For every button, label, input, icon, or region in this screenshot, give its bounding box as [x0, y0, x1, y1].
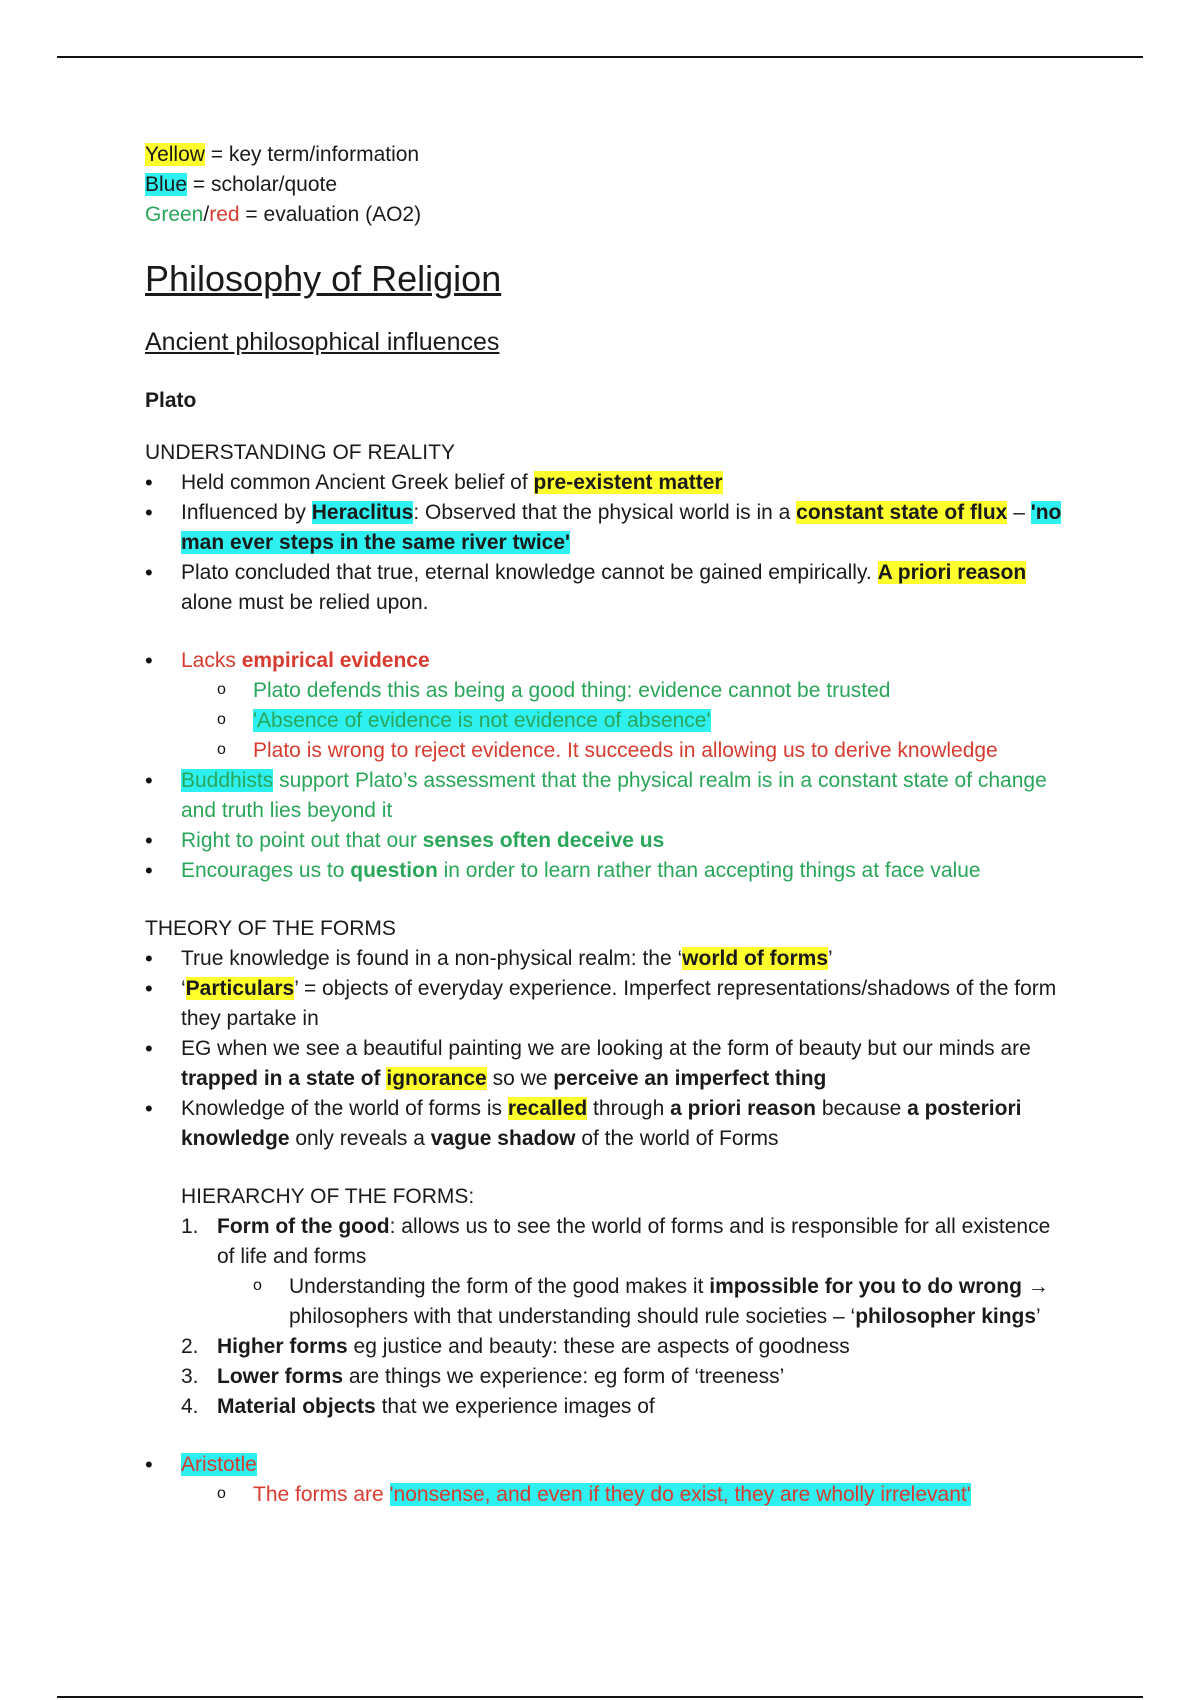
list-item: [145, 1094, 1065, 1154]
legend-green-word: Green: [145, 203, 204, 226]
hierarchy-list: [181, 1212, 1065, 1422]
text: that we experience images of: [375, 1395, 655, 1418]
list-item: [145, 498, 1065, 558]
key-term: constant state of flux: [796, 501, 1008, 524]
list-item: [145, 944, 1065, 974]
list-item: [145, 1034, 1065, 1094]
scholar: Heraclitus: [311, 501, 414, 524]
legend-green-red-desc: = evaluation (AO2): [239, 203, 422, 226]
bold-text: Higher forms: [217, 1335, 348, 1358]
bold-text: a priori reason: [670, 1097, 817, 1120]
bold-text: vague shadow: [430, 1127, 576, 1150]
text: True knowledge is found in a non-physical realm: the ‘: [181, 947, 683, 970]
bold-text: question: [350, 859, 438, 882]
text: Lacks: [181, 649, 242, 672]
item-number: 4.: [181, 1395, 199, 1418]
text: of the world of Forms: [575, 1127, 779, 1150]
text: Understanding the form of the good makes it: [289, 1275, 710, 1298]
sub-item: [217, 706, 1065, 736]
quote: 'Absence of evidence is not evidence of absence': [253, 709, 711, 732]
list-item: [145, 766, 1065, 826]
text: : allows us to see the world of forms and is responsible for all existence of life and forms: [217, 1215, 1051, 1268]
hierarchy-heading: HIERARCHY OF THE FORMS:: [181, 1185, 475, 1208]
key-term: world of forms: [682, 947, 829, 970]
list-item: [145, 1450, 1065, 1510]
legend-green-red: [145, 200, 1065, 230]
text: ’: [828, 947, 833, 970]
key-term: pre-existent matter: [533, 471, 723, 494]
text: Encourages us to: [181, 859, 351, 882]
bold-text: empirical evidence: [241, 649, 430, 672]
quote: 'nonsense, and even if they do exist, they are wholly irrelevant': [389, 1483, 971, 1506]
bold-text: senses often deceive us: [422, 829, 665, 852]
legend-blue-word: Blue: [145, 173, 188, 196]
bold-text: Lower forms: [217, 1365, 344, 1388]
legend-yellow-word: Yellow: [145, 143, 205, 166]
text: only reveals a: [289, 1127, 431, 1150]
key-term: ignorance: [386, 1067, 487, 1090]
text: ‘: [181, 977, 186, 1000]
text: through: [587, 1097, 671, 1120]
document-title: Philosophy of Religion: [145, 258, 502, 299]
plato-heading: Plato: [145, 389, 197, 412]
key-term: Particulars: [185, 977, 295, 1000]
text: so we: [486, 1067, 554, 1090]
color-legend: [145, 140, 1065, 230]
list-item: [181, 1362, 1065, 1392]
list-item: [145, 646, 1065, 766]
document-body: [145, 140, 1065, 1510]
text: alone must be relied upon.: [181, 591, 429, 614]
page-top-rule: [57, 56, 1143, 58]
reality-heading: UNDERSTANDING OF REALITY: [145, 441, 455, 464]
text: eg justice and beauty: these are aspects of goodness: [347, 1335, 850, 1358]
sub-item: o Plato defends this as being a good thing: evidence cannot be trusted: [217, 676, 1065, 706]
text: Right to point out that our: [181, 829, 423, 852]
legend-red-word: red: [209, 203, 240, 226]
hierarchy-section: [145, 1182, 1065, 1422]
sub-item: [217, 1480, 1065, 1510]
bold-text: trapped in a state of: [181, 1067, 387, 1090]
item-number: 2.: [181, 1335, 199, 1358]
item-number: 3.: [181, 1365, 199, 1388]
text: Influenced by: [181, 501, 312, 524]
text: in order to learn rather than accepting things at face value: [437, 859, 981, 882]
key-term: A priori reason: [877, 561, 1027, 584]
bold-text: a posteriori knowledge: [181, 1097, 1022, 1150]
bold-text: perceive an imperfect thing: [553, 1067, 827, 1090]
legend-blue: [145, 170, 1065, 200]
section-title: Ancient philosophical influences: [145, 328, 500, 356]
text: Knowledge of the world of forms is: [181, 1097, 508, 1120]
legend-slash: /: [203, 203, 210, 226]
text: philosophers with that understanding should rule societies – ‘: [289, 1305, 856, 1328]
list-item: [145, 468, 1065, 498]
sub-list: [217, 1272, 1065, 1332]
bold-text: philosopher kings: [855, 1305, 1037, 1328]
evaluation-list: [145, 646, 1065, 886]
text: Plato concluded that true, eternal knowledge cannot be gained empirically.: [181, 561, 878, 584]
text: ’ = objects of everyday experience. Imperfect representations/shadows of the form they partake in: [181, 977, 1057, 1030]
list-item: [145, 558, 1065, 618]
text: are things we experience: eg form of ‘treeness’: [343, 1365, 785, 1388]
text: because: [816, 1097, 908, 1120]
reality-list: [145, 468, 1065, 618]
scholar: Buddhists: [181, 769, 274, 792]
scholar: Aristotle: [181, 1453, 257, 1476]
list-item: [145, 856, 1065, 886]
text: Held common Ancient Greek belief of: [181, 471, 534, 494]
text: support Plato’s assessment that the physical realm is in a constant state of change and truth lies beyond it: [181, 769, 1047, 822]
forms-heading: THEORY OF THE FORMS: [145, 917, 396, 940]
sub-item: [253, 1272, 1065, 1332]
sub-list: [181, 1480, 1065, 1510]
text: ’: [1036, 1305, 1041, 1328]
legend-blue-desc: = scholar/quote: [187, 173, 338, 196]
bold-text: Material objects: [217, 1395, 376, 1418]
text: The forms are: [253, 1483, 390, 1506]
bold-text: Form of the good: [217, 1215, 390, 1238]
list-item: [181, 1392, 1065, 1422]
text: –: [1007, 501, 1031, 524]
list-item: [145, 826, 1065, 856]
legend-yellow-desc: = key term/information: [204, 143, 420, 166]
text: : Observed that the physical world is in a: [413, 501, 797, 524]
page-bottom-rule: [57, 1696, 1143, 1698]
item-number: 1.: [181, 1215, 199, 1238]
quote: 'no man ever steps in the same river twice': [181, 501, 1062, 554]
aristotle-list: [145, 1450, 1065, 1510]
list-item: [181, 1212, 1065, 1332]
legend-yellow: [145, 140, 1065, 170]
bold-text: impossible for you to do wrong →: [709, 1275, 1049, 1298]
list-item: [181, 1332, 1065, 1362]
text: EG when we see a beautiful painting we are looking at the form of beauty but our minds are: [181, 1037, 1031, 1060]
sub-item: o Plato is wrong to reject evidence. It succeeds in allowing us to derive knowledge: [217, 736, 1065, 766]
forms-list: [145, 944, 1065, 1154]
list-item: [145, 974, 1065, 1034]
key-term: recalled: [507, 1097, 588, 1120]
sub-list: [181, 676, 1065, 766]
